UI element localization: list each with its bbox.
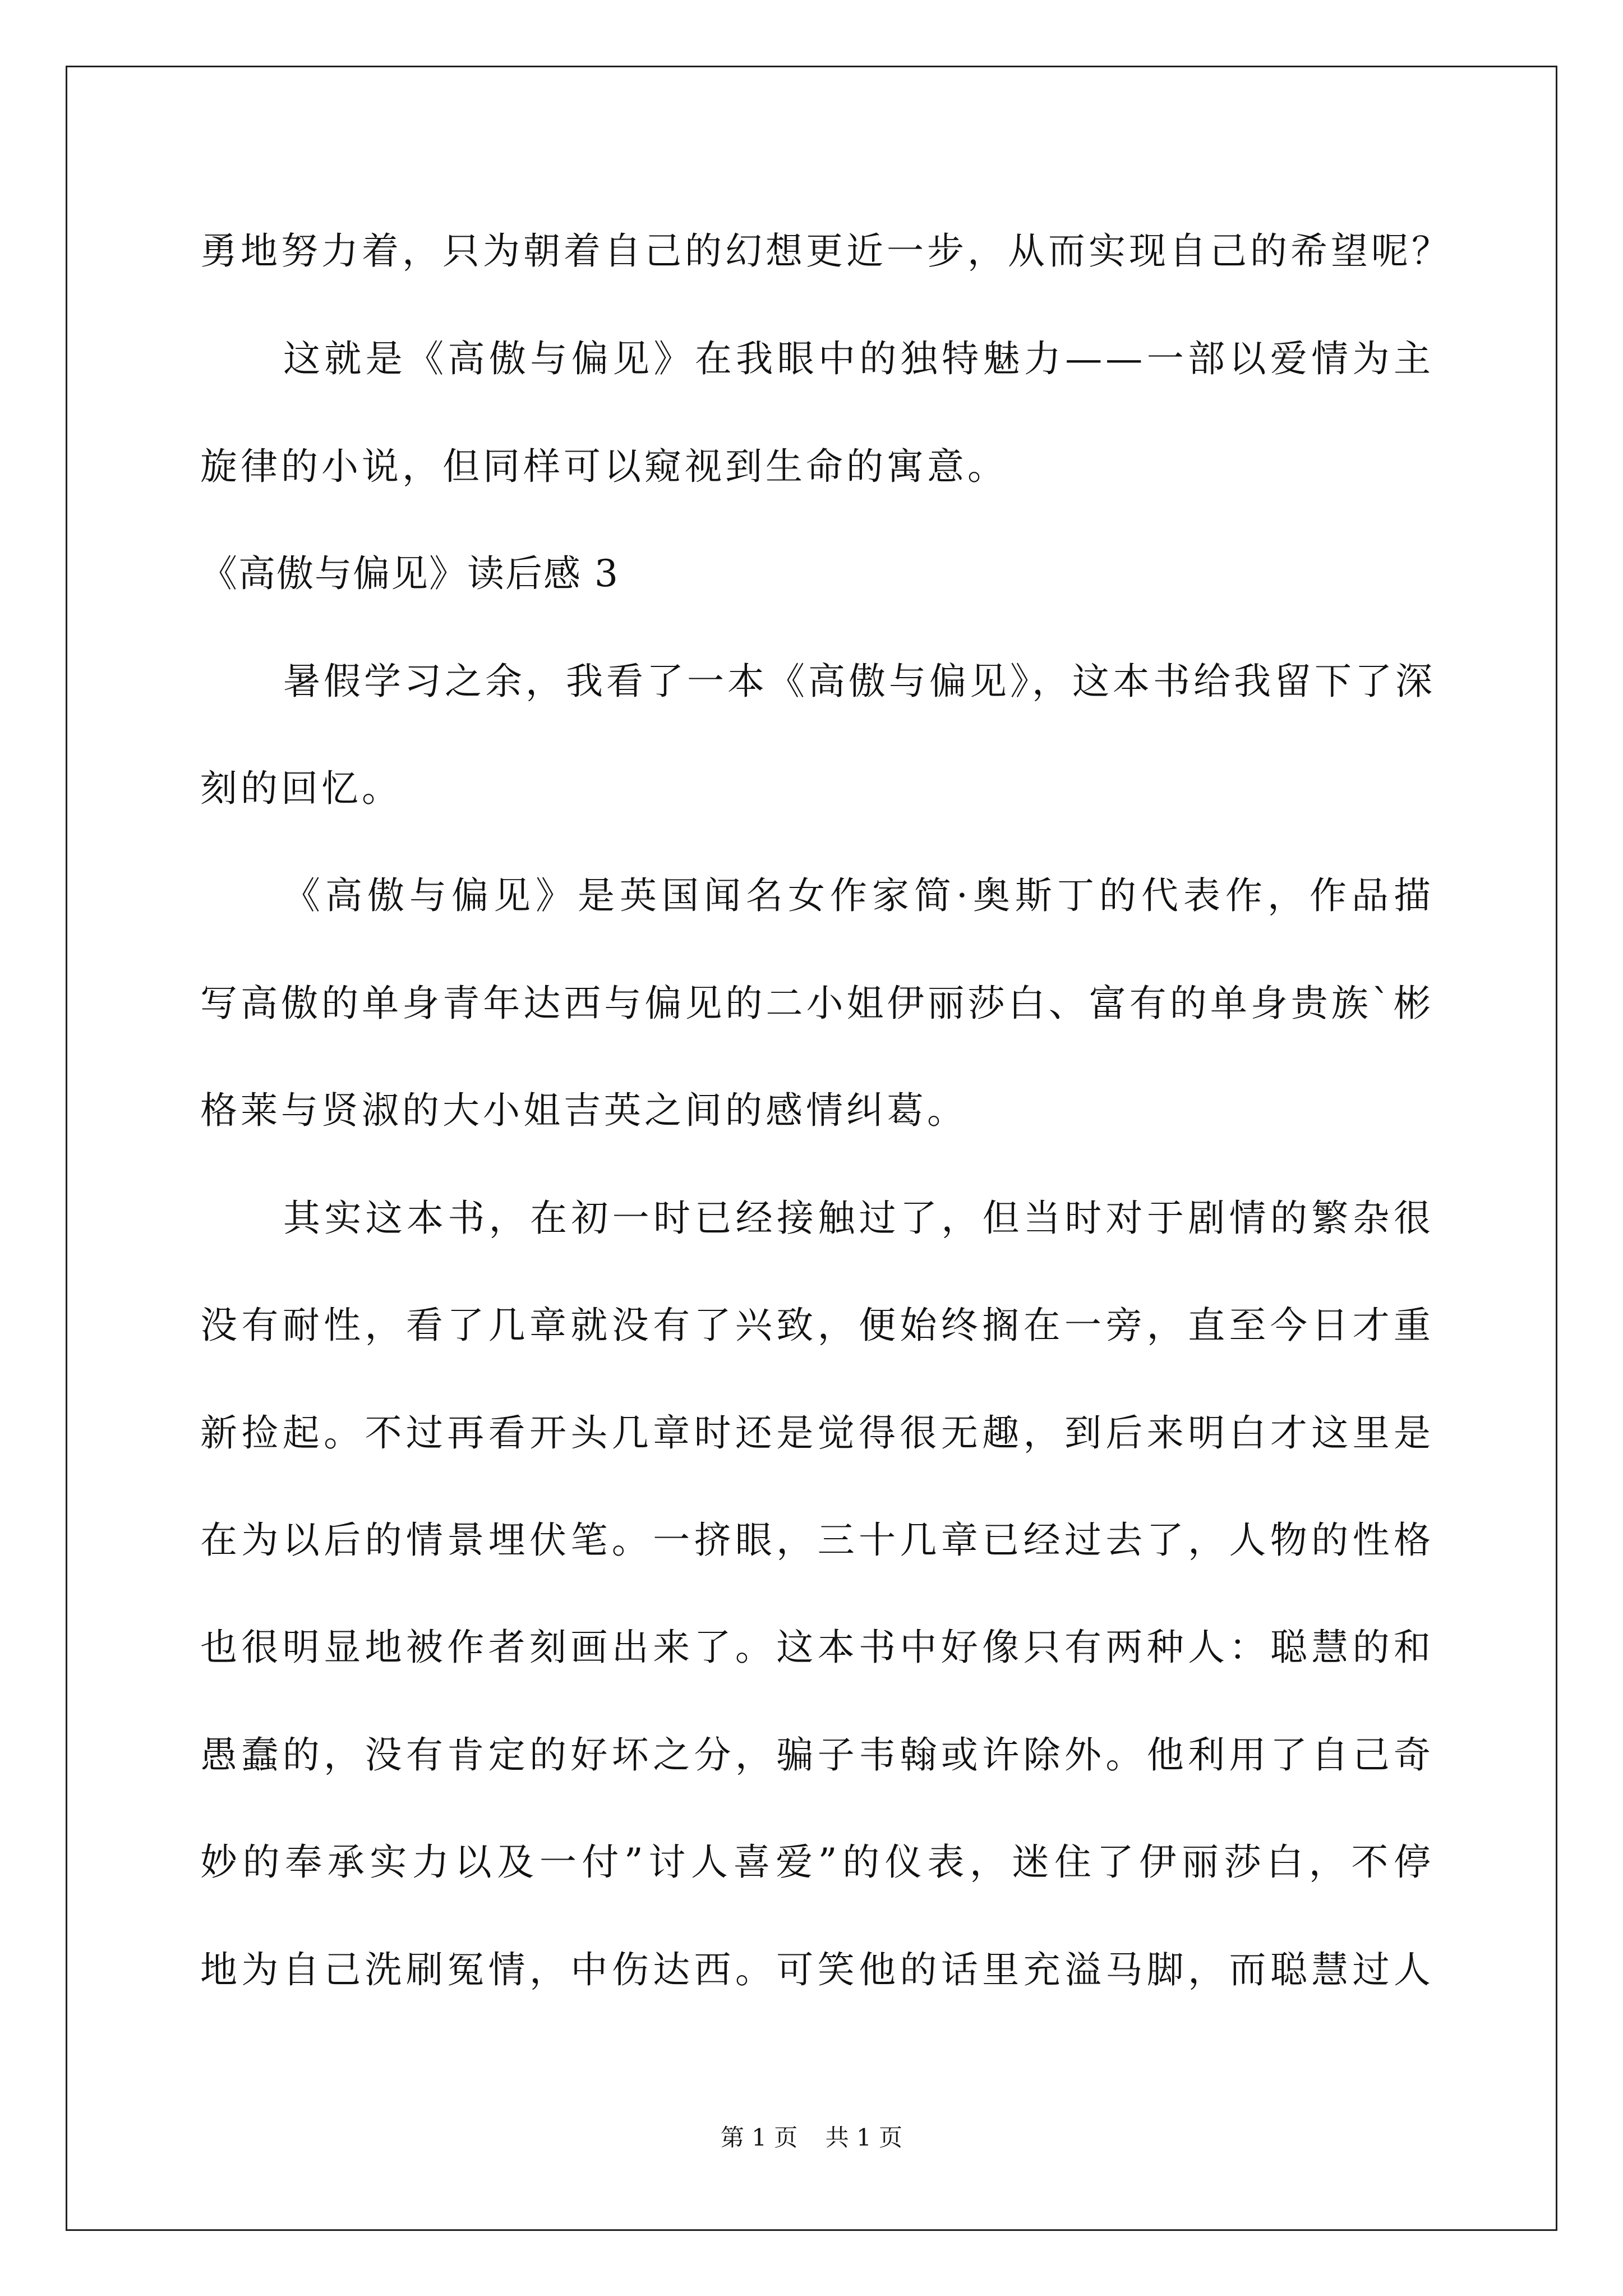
text-line: 愚蠢的，没有肯定的好坏之分，骗子韦翰或许除外。他利用了自己奇 xyxy=(200,1733,1434,1777)
page-border xyxy=(66,66,1557,2231)
text-line: 《高傲与偏见》是英国闻名女作家简·奥斯丁的代表作，作品描 xyxy=(283,874,1434,917)
text-line: 妙的奉承实力以及一付”讨人喜爱”的仪表，迷住了伊丽莎白，不停 xyxy=(200,1841,1434,1884)
page-footer xyxy=(0,2124,1623,2152)
section-heading: 《高傲与偏见》读后感 3 xyxy=(200,552,619,595)
page-total: 共 1 页 xyxy=(825,2124,903,2151)
text-line: 其实这本书，在初一时已经接触过了，但当时对于剧情的繁杂很 xyxy=(283,1197,1434,1240)
text-line: 勇地努力着，只为朝着自己的幻想更近一步，从而实现自己的希望呢？ xyxy=(200,229,1452,273)
text-line: 格莱与贤淑的大小姐吉英之间的感情纠葛。 xyxy=(200,1089,967,1132)
text-line: 刻的回忆。 xyxy=(200,767,402,810)
text-line: 没有耐性，看了几章就没有了兴致，便始终搁在一旁，直至今日才重 xyxy=(200,1304,1434,1347)
text-line: 新捡起。不过再看开头几章时还是觉得很无趣，到后来明白才这里是 xyxy=(200,1411,1434,1455)
text-line: 也很明显地被作者刻画出来了。这本书中好像只有两种人：聪慧的和 xyxy=(200,1626,1434,1669)
text-line: 暑假学习之余，我看了一本《高傲与偏见》，这本书给我留下了深 xyxy=(283,660,1436,703)
text-line: 写高傲的单身青年达西与偏见的二小姐伊丽莎白、富有的单身贵族`彬 xyxy=(200,982,1434,1025)
page-number: 第 1 页 xyxy=(720,2124,798,2151)
text-line: 这就是《高傲与偏见》在我眼中的独特魅力——一部以爱情为主 xyxy=(283,337,1434,380)
text-line: 地为自己洗刷冤情，中伤达西。可笑他的话里充溢马脚，而聪慧过人 xyxy=(200,1948,1434,1991)
text-line: 在为以后的情景埋伏笔。一挤眼，三十几章已经过去了，人物的性格 xyxy=(200,1519,1434,1562)
text-line: 旋律的小说，但同样可以窥视到生命的寓意。 xyxy=(200,445,1008,488)
